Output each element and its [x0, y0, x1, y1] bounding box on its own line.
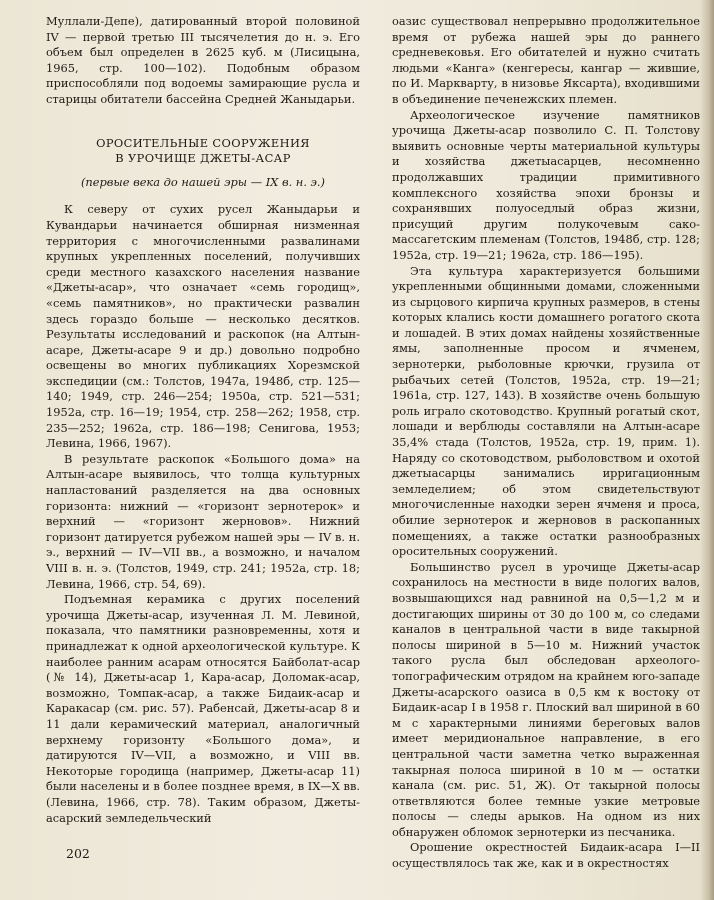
paragraph: В результате раскопок «Большого дома» на Алтын-асаре выявилось, что толща культурных напластований разделяется на два основных горизонта: нижний — «горизонт зернотерок» и верхний — «горизонт жерновов». Нижний горизонт датируется рубежом нашей эры — IV в. н. э., верхний — IV—VII вв., а возможно, и началом VIII в. н. э. (Толстов, 1949, стр. 241; 1952а, стр. 18; Левина, 1966, стр. 54, 69).	[46, 451, 360, 591]
section-heading-line2: В УРОЧИЩЕ ДЖЕТЫ-АСАР	[115, 151, 291, 166]
intro-paragraph: Муллали-Депе), датированный второй половиной IV — первой третью III тысячелетия до н. э. Его объем был определен в 2625 куб. м (Лисицына, 1965, стр. 100—102). Подобным образом приспособляли под водоемы замирающие русла и старицы обитатели бассейна Средней Жаныдарьи.	[46, 14, 360, 106]
section-heading-line1: ОРОСИТЕЛЬНЫЕ СООРУЖЕНИЯ	[96, 135, 310, 150]
paragraph: Эта культура характеризуется большими укрепленными общинными домами, сложенными из сырцового кирпича крупных размеров, в стены которых клались кости домашнего рогатого скота и лошадей. В этих домах найдены хозяйственные ямы, заполненные просом и ячменем, зернотерки, рыболовные крючки, грузила от рыбачьих сетей (Толстов, 1952а, стр. 19—21; 1961а, стр. 127, 143). В хозяйстве очень большую роль играло скотоводство. Крупный рогатый скот, лошади и верблюды составляли на Алтын-асаре 35,4% стада (Толстов, 1952а, стр. 19, прим. 1). Наряду со скотоводством, рыболовством и охотой джетыасарцы занимались ирригационным земледелием; об этом свидетельствуют многочисленные находки зерен ячменя и проса, обилие зернотерок и жерновов в раскопанных помещениях, а также остатки разнообразных оросительных сооружений.	[392, 263, 700, 559]
paragraph: Орошение окрестностей Бидаик-асара I—II осуществлялось так же, как и в окрестностях	[392, 840, 700, 871]
paragraph: Подъемная керамика с других поселений урочища Джеты-асар, изученная Л. М. Левиной, показала, что памятники разновременны, хотя и принадлежат к одной археологической культуре. К наиболее ранним асарам относятся Байболат-асар (№ 14), Джеты-асар 1, Кара-асар, Доломак-асар, возможно, Томпак-асар, а также Бидаик-асар и Каракасар (см. рис. 57). Рабенсай, Джеты-асар 8 и 11 дали керамический материал, аналогичный верхнему горизонту «Большого дома», и датируются IV—VII, а возможно, и VIII вв. Некоторые городища (например, Джеты-асар 11) были населены и в более позднее время, в IX—X вв. (Левина, 1966, стр. 78). Таким образом, Джеты-асарский земледельческий	[46, 592, 360, 825]
page-number: 202	[66, 846, 90, 861]
page-edge-shadow	[700, 0, 714, 900]
paragraph: Археологическое изучение памятников урочища Джеты-асар позволило С. П. Толстову выявить основные черты материальной культуры и хозяйства джетыасарцев, несомненно продолжавших традиции примитивного комплексного хозяйства эпохи бронзы и сохранявших полуоседлый образ жизни, присущий другим полукочевым сако-массагетским племенам (Толстов, 1948б, стр. 128; 1952а, стр. 19—21; 1962а, стр. 186—195).	[392, 107, 700, 262]
paragraph: Большинство русел в урочище Джеты-асар сохранилось на местности в виде пологих валов, возвышающихся над равниной на 0,5—1,2 м и достигающих ширины от 30 до 100 м, со следами каналов в центральной части в виде такырной полосы шириной в 5—10 м. Нижний участок такого русла был обследован археолого-топографическим отрядом на крайнем юго-западе Джеты-асарского оазиса в 0,5 км к востоку от Бидаик-асар I в 1958 г. Плоский вал шириной в 60 м с характерными линиями береговых валов имеет меридиональное направление, в его центральной части заметна четко выраженная такырная полоса шириной в 10 м — остатки канала (см. рис. 51, Ж). От такырной полосы ответвляются более темные узкие метровые полосы — следы арыков. На одном из них обнаружен обломок зернотерки из песчаника.	[392, 559, 700, 839]
left-column	[46, 14, 360, 826]
section-heading	[46, 136, 360, 167]
section-subheading: (первые века до нашей эры — IX в. н. э.)	[80, 174, 325, 189]
right-column	[392, 14, 700, 872]
paragraph: оазис существовал непрерывно продолжительное время от рубежа нашей эры до раннего средневековья. Его обитателей и нужно считать людьми «Канга» (кенгересы, кангар — жившие, по И. Маркварту, в низовье Яксарта), входившими в объединение печенежских племен.	[392, 14, 700, 106]
paragraph: К северу от сухих русел Жаныдарьи и Кувандарьи начинается обширная низменная территория с многочисленными развалинами крупных укрепленных поселений, получивших среди местного казахского населения название «Джеты-асар», что означает «семь городищ», «семь памятников», но практически развалин здесь гораздо больше — несколько десятков. Результаты исследований и раскопок (на Алтын-асаре, Джеты-асаре 9 и др.) довольно подробно освещены во многих публикациях Хорезмской экспедиции (см.: Толстов, 1947а, 1948б, стр. 125—140; 1949, стр. 246—254; 1950а, стр. 521—531; 1952а, стр. 16—19; 1954, стр. 258—262; 1958, стр. 235—252; 1962а, стр. 186—198; Сенигова, 1953; Левина, 1966, 1967).	[46, 202, 360, 451]
